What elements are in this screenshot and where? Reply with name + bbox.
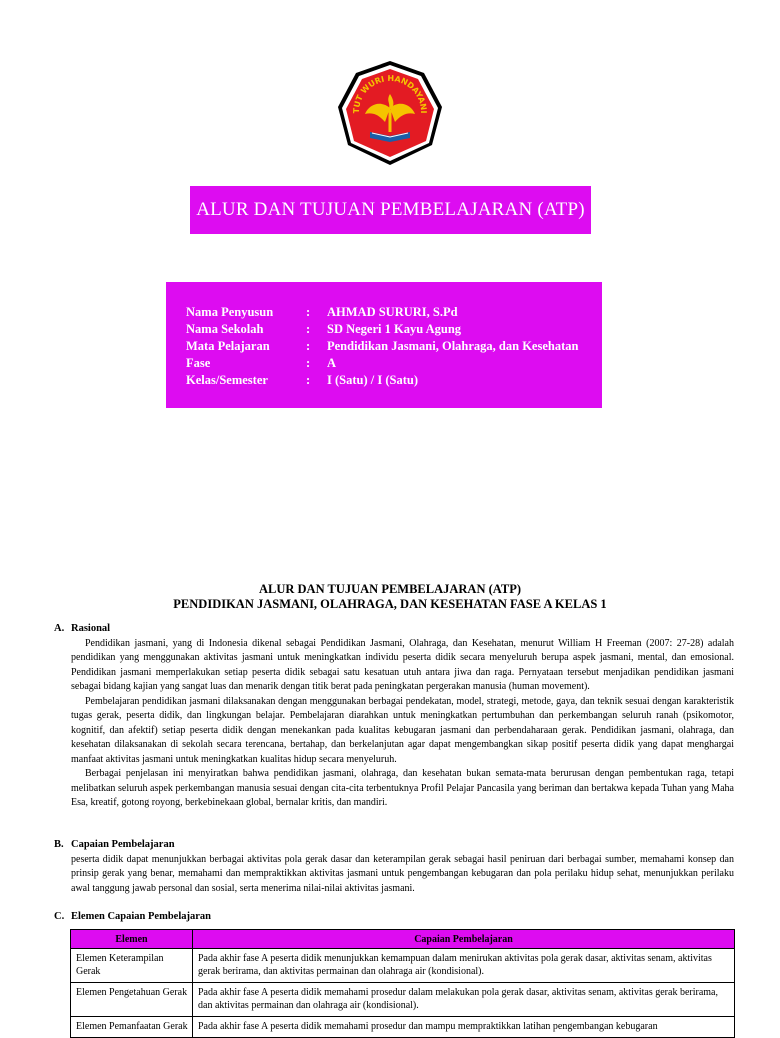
section-letter: B. <box>54 839 64 850</box>
info-colon: : <box>306 322 311 336</box>
section-letter: A. <box>54 623 65 634</box>
info-key: Nama Sekolah <box>186 322 264 336</box>
info-value: AHMAD SURURI, S.Pd <box>327 305 458 319</box>
section-elemen-capaian <box>54 910 734 925</box>
paragraph: Pembelajaran pendidikan jasmani dilaksanakan dengan menggunakan berbagai pendekatan, model, strategi, metode, gaya, dan teknik sesuai dengan karakteristik tugas gerak, peserta didik, dan lingkungan belajar. Pembelajaran diarahkan untuk meningkatkan pertumbuhan dan perkembangan seluruh ranah (psikomotor, kognitif, dan afektif) setiap peserta didik dengan menekankan pada kualitas kebugaran jasmani dan perbendaharaan gerak. Pendidikan jasmani, olahraga, dan kesehatan dilaksanakan di sekolah secara terencana, bertahap, dan berkelanjutan agar dapat mengembangkan sikap positif peserta didik yang dapat menghargai manfaat aktivitas jasmani untuk meningkatkan kualitas hidup secara menyeluruh. <box>71 695 734 765</box>
info-value: A <box>327 356 337 370</box>
info-row-kelas-semester <box>186 372 602 389</box>
section-heading <box>54 910 734 925</box>
tut-wuri-handayani-logo <box>337 60 443 166</box>
section-title: Capaian Pembelajaran <box>71 839 175 850</box>
info-colon: : <box>306 339 311 353</box>
heading-line-1: ALUR DAN TUJUAN PEMBELAJARAN (ATP) <box>258 582 522 596</box>
info-value: SD Negeri 1 Kayu Agung <box>327 322 462 336</box>
info-row-nama-penyusun <box>186 304 602 321</box>
section-heading <box>54 838 734 853</box>
info-box <box>166 282 602 408</box>
info-colon: : <box>306 356 311 370</box>
section-title: Rasional <box>71 623 111 634</box>
info-key: Kelas/Semester <box>186 373 268 387</box>
info-row-mata-pelajaran <box>186 338 602 355</box>
info-value: Pendidikan Jasmani, Olahraga, dan Kesehatan <box>327 339 579 353</box>
capaian-table <box>70 929 735 1038</box>
document-heading <box>0 582 780 612</box>
cell-capaian: Pada akhir fase A peserta didik menunjukkan kemampuan dalam menirukan aktivitas pola gerak dasar, aktivitas senam, aktivitas gerak berirama, dan aktivitas permainan dan olahraga air (kondisional). <box>193 949 735 983</box>
section-letter: C. <box>54 911 65 922</box>
info-colon: : <box>306 373 311 387</box>
table-header-row <box>71 930 735 949</box>
cell-elemen: Elemen Keterampilan Gerak <box>71 949 193 983</box>
column-header-elemen: Elemen <box>71 930 193 949</box>
table-row <box>71 1017 735 1038</box>
cell-capaian: Pada akhir fase A peserta didik memahami prosedur dan mampu mempraktikkan latihan pengembangan kebugaran <box>193 1017 735 1038</box>
cell-elemen: Elemen Pemanfaatan Gerak <box>71 1017 193 1038</box>
info-value: I (Satu) / I (Satu) <box>327 373 418 387</box>
column-header-capaian: Capaian Pembelajaran <box>193 930 735 949</box>
paragraph: peserta didik dapat menunjukkan berbagai aktivitas pola gerak dasar dan keterampilan gerak sebagai hasil peniruan dari berbagai sumber, memahami konsep dan prinsip gerak yang benar, memahami dan mempraktikkan aktivitas jasmani untuk pengembangan kebugaran dan pola perilaku hidup sehat, menunjukkan perilaku awal tanggung jawab personal dan sosial, serta menerima nilai-nilai aktivitas jasmani. <box>71 853 734 894</box>
section-rasional <box>54 622 734 811</box>
paragraph: Pendidikan jasmani, yang di Indonesia dikenal sebagai Pendidikan Jasmani, Olahraga, dan Kesehatan, menurut William H Freeman (2007: 27-28) adalah pendidikan yang menggunakan aktivitas jasmani untuk meningkatkan individu peserta didik secara menyeluruh berupa aspek jasmani, mental, dan emosional. Pendidikan jasmani memperlakukan setiap peserta didik sebagai satu kesatuan utuh antara jiwa dan raga. Pernyataan tersebut menjadikan pendidikan jasmani sebagai bidang kajian yang sangat luas dan menarik dengan titik berat pada peningkatan pergerakan manusia (human movement). <box>71 637 734 692</box>
logo-motto: TUT WURI HANDAYANI <box>351 73 429 114</box>
info-key: Nama Penyusun <box>186 305 274 319</box>
table-row <box>71 949 735 983</box>
heading-line-2: PENDIDIKAN JASMANI, OLAHRAGA, DAN KESEHATAN FASE A KELAS 1 <box>173 597 607 611</box>
info-row-nama-sekolah <box>186 321 602 338</box>
info-key: Fase <box>186 356 211 370</box>
section-heading <box>54 622 734 637</box>
cell-elemen: Elemen Pengetahuan Gerak <box>71 983 193 1017</box>
info-colon: : <box>306 305 311 319</box>
table-row <box>71 983 735 1017</box>
cell-capaian: Pada akhir fase A peserta didik memahami prosedur dalam melakukan pola gerak dasar, aktivitas senam, aktivitas gerak berirama, dan aktivitas permainan dan olahraga air (kondisional). <box>193 983 735 1017</box>
info-row-fase <box>186 355 602 372</box>
paragraph: Berbagai penjelasan ini menyiratkan bahwa pendidikan jasmani, olahraga, dan kesehatan bukan semata-mata berurusan dengan pembentukan raga, tetapi melibatkan seluruh aspek perkembangan manusia sesuai dengan cita-cita terbentuknya Profil Pelajar Pancasila yang beriman dan bertakwa kepada Tuhan yang Maha Esa, kreatif, gotong royong, berkebinekaan global, bernalar kritis, dan mandiri. <box>71 768 734 808</box>
info-key: Mata Pelajaran <box>186 339 270 353</box>
cover-title: ALUR DAN TUJUAN PEMBELAJARAN (ATP) <box>190 186 591 234</box>
section-capaian-pembelajaran <box>54 838 734 896</box>
section-title: Elemen Capaian Pembelajaran <box>71 911 211 922</box>
